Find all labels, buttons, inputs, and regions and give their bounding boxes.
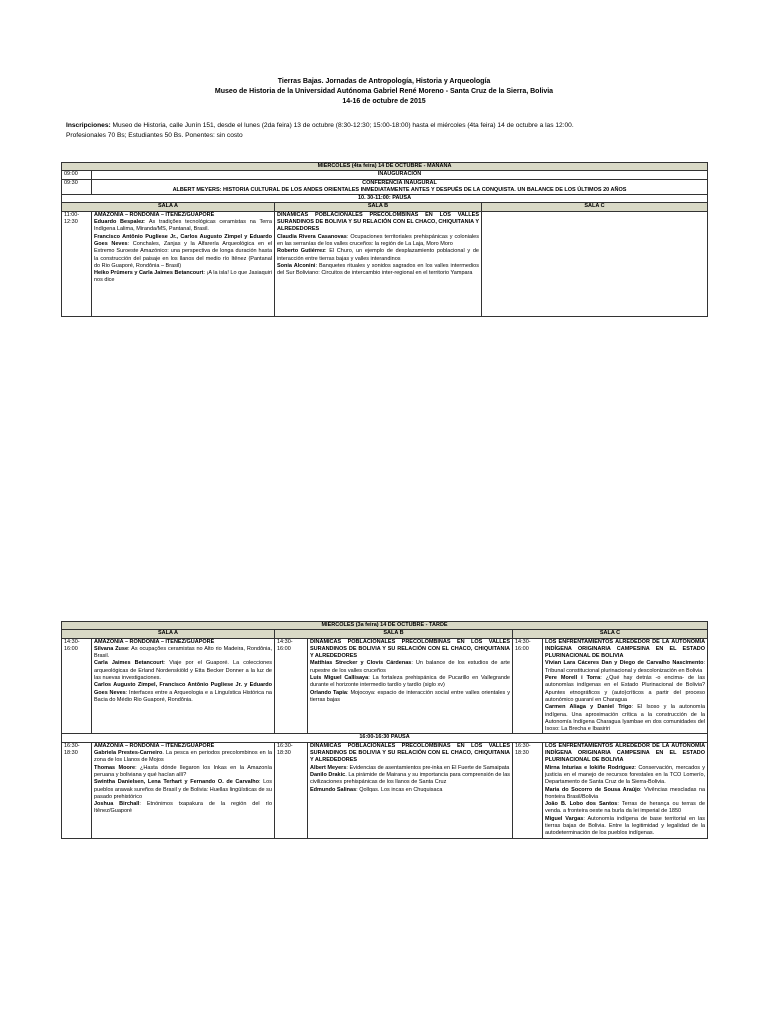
talk-author: Danilo Drakic <box>310 771 346 778</box>
afternoon-pause: 16:00-16:30 PAUSA <box>62 734 708 742</box>
talk-list <box>277 234 479 278</box>
talk-item <box>545 765 705 787</box>
sala-c-header: SALA C <box>482 203 708 211</box>
talk-item <box>94 219 272 234</box>
talk-author: Matthias Strecker y Clovis Cárdenas <box>310 660 412 667</box>
talk-title: : El Churo, un ejemplo de desplazamiento poblacional y de interacción entre tierras bajas y valles interandinos <box>277 248 479 262</box>
document-header <box>0 77 768 107</box>
header-line-3: 14-16 de octubre de 2015 <box>342 98 426 105</box>
talk-item <box>94 646 272 661</box>
keynote-title: CONFERENCIA INAUGURAL <box>362 179 437 186</box>
talk-author: Roberto Gutiérrez <box>277 248 325 255</box>
time-cell: 16:30-18:30 <box>513 742 543 838</box>
talk-author: Francisco Antônio Pugliese Jr., Carlos Augusto Zimpel y Eduardo Goes Neves <box>94 233 272 247</box>
session-title: AMAZONIA – RONDONIA – ITENEZ/GUAPORÉ <box>94 638 215 645</box>
talk-item <box>277 248 479 263</box>
talk-item <box>545 816 705 838</box>
talk-author: Miguel Vargas <box>545 815 584 822</box>
talk-item <box>310 690 510 705</box>
talk-item <box>310 772 510 787</box>
sala-b-header: SALA B <box>275 630 513 638</box>
talk-item <box>94 765 272 780</box>
session-title: LOS ENFRENTAMIENTOS ALREDEDOR DE LA AUTONOMÍA INDÍGENA ORIGINARIA CAMPESINA EN EL ESTADO PLURINACIONAL DE BOLIVIA <box>545 742 706 764</box>
session-title: LOS ENFRENTAMIENTOS ALREDEDOR DE LA AUTONOMÍA INDÍGENA ORIGINARIA CAMPESINA EN EL ESTADO PLURINACIONAL DE BOLIVIA <box>545 638 706 660</box>
sala-a-header: SALA A <box>62 203 275 211</box>
talk-item <box>94 234 272 270</box>
talk-author: Maria do Socorro de Sousa Araújo <box>545 786 641 793</box>
talk-item <box>310 675 510 690</box>
talk-author: Carmen Aliaga y Daniel Trigo <box>545 704 632 711</box>
keynote-speaker: ALBERT MEYERS: HISTORIA CULTURAL DE LOS ANDES ORIENTALES INMEDIATAMENTE ANTES Y DESPUÉS DE LA CONQUISTA. UN BALANCE DE LOS ÚLTIMOS 20 AÑOS <box>172 186 627 193</box>
talk-title: : Ocupaciones territoriales prehispánicas y coloniales en las serranías de los valles cruceños: la región de La Laja, Moro Moro <box>277 233 479 247</box>
morning-title: MIÉRCOLES (4ta feira) 14 DE OCTUBRE - MAÑANA <box>62 163 708 171</box>
talk-title: : Interfaces entre a Arqueologia e a Linguística Histórica na Bacia do Médio Rio Guaporé, Rondônia. <box>94 689 272 703</box>
talk-list <box>94 219 272 285</box>
sala-a-session-2 <box>92 742 275 838</box>
keynote <box>92 179 708 195</box>
time-cell: 16:30-18:30 <box>62 742 92 838</box>
sala-b-header: SALA B <box>275 203 482 211</box>
talk-title: : Tribunal constitucional plurinacional y descolonización en Bolivia <box>545 660 706 674</box>
talk-title: . La pirámide de Mairana y su importancia para comprensión de las civilizaciones prehispánicas de los llanos de Santa Cruz <box>310 771 511 786</box>
talk-author: Thomas Moore <box>94 764 136 771</box>
sala-b-session-1 <box>308 638 513 734</box>
registration-text: Museo de Historia, calle Junín 151, desde el lunes (2da feira) 13 de octubre (8:30-12:30; 15:00-18:00) hasta el miércoles (4ta feira) 14 de octubre a las 12:00. <box>110 122 574 129</box>
talk-author: Claudia Rivera Casanovas <box>277 233 347 240</box>
session-title: AMAZONIA – RONDONIA – ITENEZ/GUAPORÉ <box>94 742 215 749</box>
talk-title: : Un balance de los estudios de arte rupestre de los valles cruceños <box>310 660 510 674</box>
talk-item <box>310 660 510 675</box>
talk-item <box>94 779 272 801</box>
sala-b-session <box>275 211 482 316</box>
talk-title: : Los pueblos arawak sureños de Brasil y de Bolivia: Huellas lingüísticas de su pasado prehistórico <box>94 779 272 800</box>
talk-title: : La fortaleza prehispánica de Pucarillo en Vallegrande durante el horizonte intermedio tardío y tardío (siglo xv) <box>310 675 510 689</box>
talk-title: : Terras de herança ou terras de venda. a fronteira oeste na burla da lei imperial de 1850 <box>545 801 706 815</box>
talk-author: Mirna Inturias e Iokiñe Rodriguez <box>545 764 635 771</box>
morning-pause: 10. 30-11:00: PAUSA <box>62 195 708 203</box>
header-line-2: Museo de Historia de la Universidad Autónoma Gabriel René Moreno - Santa Cruz de la Sierra, Bolivia <box>214 88 554 95</box>
talk-list <box>545 660 705 733</box>
session-title: AMAZONIA – RONDONIA – ITENEZ/GUAPORÉ <box>94 211 215 218</box>
sala-c-session <box>482 211 708 316</box>
afternoon-schedule-table <box>61 621 708 839</box>
talk-title: : Viaje por el Guaporé. La colecciones arqueológicas de Erland Nordenskiöld y Etta Becker Donner a la luz de las nuevas investigaciones. <box>94 660 272 682</box>
talk-item <box>277 234 479 249</box>
talk-title: : Conchales, Zanjas y la Alfarería Arqueológica en el Extremo Suroeste Amazónico: una perspectiva de longa duración hasta la construcción del paisaje en los llanos del medio río Itênez (Pantanal do Rio Guaporé, Rondônia – Brasil) <box>94 240 272 269</box>
time-cell: 14:30-16:00 <box>62 638 92 734</box>
session-title: DINÁMICAS POBLACIONALES PRECOLOMBINAS EN LOS VALLES SURANDINOS DE BOLIVIA Y SU RELACIÓN CON EL CHACO, CHIQUITANIA Y ALREDEDORES <box>310 742 510 764</box>
talk-author: Pere Morell i Torra <box>545 675 601 682</box>
time-cell: 11:00-12:30 <box>62 211 92 316</box>
talk-title: : Banquetes rituales y sonidos sagrados en los valles intermedios del Sur Boliviano: Circuitos de intercambio inter-regional en el territorio Yampara <box>277 262 479 277</box>
talk-item <box>310 765 510 772</box>
talk-author: Heiko Prümers y Carla Jaimes Betancourt <box>94 270 204 277</box>
session-title: DINÁMICAS POBLACIONALES PRECOLOMBINAS EN LOS VALLES SURANDINOS DE BOLIVIA Y SU RELACIÓN CON EL CHACO, CHIQUITANIA Y ALREDEDORES <box>310 638 510 660</box>
talk-title: : ¿Qué hay detrás -o encima- de las autonomías indígenas en el Estado Plurinacional de Bolivia? Apuntes etnográficos y (auto)críticos a partir del proceso autonómico guaraní en Charagua <box>545 675 706 703</box>
talk-author: João B. Lobo dos Santos <box>545 801 618 808</box>
talk-item <box>545 660 705 675</box>
talk-author: Vivian Lara Cáceres Dan y Diego de Carvalho Nascimento <box>545 660 704 667</box>
registration-label: Inscripciones: <box>66 122 111 129</box>
time-cell: 16:30-18:30 <box>275 742 308 838</box>
talk-list <box>310 765 510 794</box>
talk-author: Sonia Alconini <box>277 262 316 269</box>
talk-author: Swintha Danielsen, Lena Terhart y Fernando O. de Carvalho <box>94 779 259 786</box>
sala-a-session-1 <box>92 638 275 734</box>
talk-title: : Autonomía indígena de base territorial en las tierras bajas de Bolivia. Entre la legitimidad y legalidad de la autodeterminación de los pueblos indígenas. <box>545 815 706 837</box>
talk-author: Edmundo Salinas <box>310 786 357 793</box>
talk-author: Albert Meyers <box>310 764 347 771</box>
talk-author: Silvana Zuse <box>94 645 129 652</box>
sala-c-session-2 <box>543 742 708 838</box>
talk-list <box>94 750 272 816</box>
time-cell: 09:00 <box>62 171 92 179</box>
sala-c-header: SALA C <box>513 630 708 638</box>
afternoon-title: MIÉRCOLES (3a feira) 14 DE OCTUBRE - TARDE <box>62 622 708 630</box>
talk-title: : Evidencias de asentamientos pre-inka en El Fuerte de Samaipata <box>346 764 510 771</box>
time-cell: 09:30 <box>62 179 92 195</box>
talk-title: : ¿Hasta dónde llegaron los Inkas en la Amazonía peruana y boliviana y qué hacían allí? <box>94 764 272 778</box>
talk-author: Gabriela Prestes-Carneiro <box>94 750 163 757</box>
talk-author: Carlos Augusto Zimpel, Francisco Antônio Pugliese Jr. y Eduardo Goes Neves <box>94 682 272 696</box>
talk-title: : As tradições tecnológicas ceramistas na Terra Indígena Lalima, Miranda/MS, Pantanal, Brasil. <box>94 219 272 233</box>
sala-a-session <box>92 211 275 316</box>
talk-list <box>310 660 510 704</box>
talk-item <box>94 270 272 285</box>
sala-c-session-1 <box>543 638 708 734</box>
time-cell: 14:30-16:00 <box>275 638 308 734</box>
sala-b-session-2 <box>308 742 513 838</box>
talk-title: : El Isoso y la autonomía indígena. Una aproximación crítica a la construcción de la Autonomía Indígena Charagua Iyambae en dos comunidades del Isoso: La Brecha e Ibasiriri <box>545 704 706 733</box>
talk-title: : Etnónimos txapakura de la región del río Itênez/Guaporé <box>94 801 273 815</box>
header-line-1: Tierras Bajas. Jornadas de Antropología, Historia y Arqueología <box>277 78 491 85</box>
morning-schedule-table <box>61 162 708 317</box>
registration-fees: Profesionales 70 Bs; Estudiantes 50 Bs. Ponentes: sin costo <box>66 132 243 139</box>
talk-item <box>545 801 705 816</box>
registration-info <box>66 121 746 141</box>
session-title: DINÁMICAS POBLACIONALES PRECOLOMBINAS EN LOS VALLES SURANDINOS DE BOLIVIA Y SU RELACIÓN CON EL CHACO, CHIQUITANIA Y ALREDEDORES <box>277 211 479 233</box>
talk-list <box>94 646 272 704</box>
talk-author: Orlando Tapia <box>310 689 347 696</box>
talk-list <box>545 765 705 838</box>
talk-title: : Vivências mescladas na fronteira Brasil/Bolivia <box>545 786 706 800</box>
talk-item <box>545 675 705 704</box>
talk-title: : Conservación, mercados y justicia en el manejo de recursos forestales en la TCO Lomerío, Departamento de Santa Cruz de la Sierra-Bolivia. <box>545 764 706 786</box>
talk-author: Carla Jaimes Betancourt <box>94 660 164 667</box>
talk-item <box>277 263 479 278</box>
time-cell: 14:30-16:00 <box>513 638 543 734</box>
talk-title: : Qollqas. Los incas en Chuquisaca <box>356 786 443 793</box>
talk-item <box>94 750 272 765</box>
sala-a-header: SALA A <box>62 630 275 638</box>
talk-item <box>545 704 705 733</box>
inauguration: INAUGURACIÓN <box>92 171 708 179</box>
talk-author: Eduardo Bespalez <box>94 219 144 226</box>
talk-item <box>94 660 272 682</box>
talk-item <box>310 787 510 794</box>
talk-item <box>94 682 272 704</box>
talk-author: Luis Miguel Callisaya <box>310 675 369 682</box>
talk-item <box>94 801 272 816</box>
talk-item <box>545 787 705 802</box>
talk-title: : As ocupações ceramistas no Alto rio Madeira, Rondônia, Brasil. <box>94 645 272 660</box>
talk-author: Joshua Birchall <box>94 801 140 808</box>
talk-title: : ¡A la isla! Lo que Jasiaquiri nos dice <box>94 270 273 284</box>
talk-title: : Mojocoya: espacio de interacción social entre valles orientales y tierras bajas <box>310 689 510 703</box>
talk-title: . La pesca en periodos precolombinos en la zona de los Llanos de Mojos <box>94 750 272 764</box>
